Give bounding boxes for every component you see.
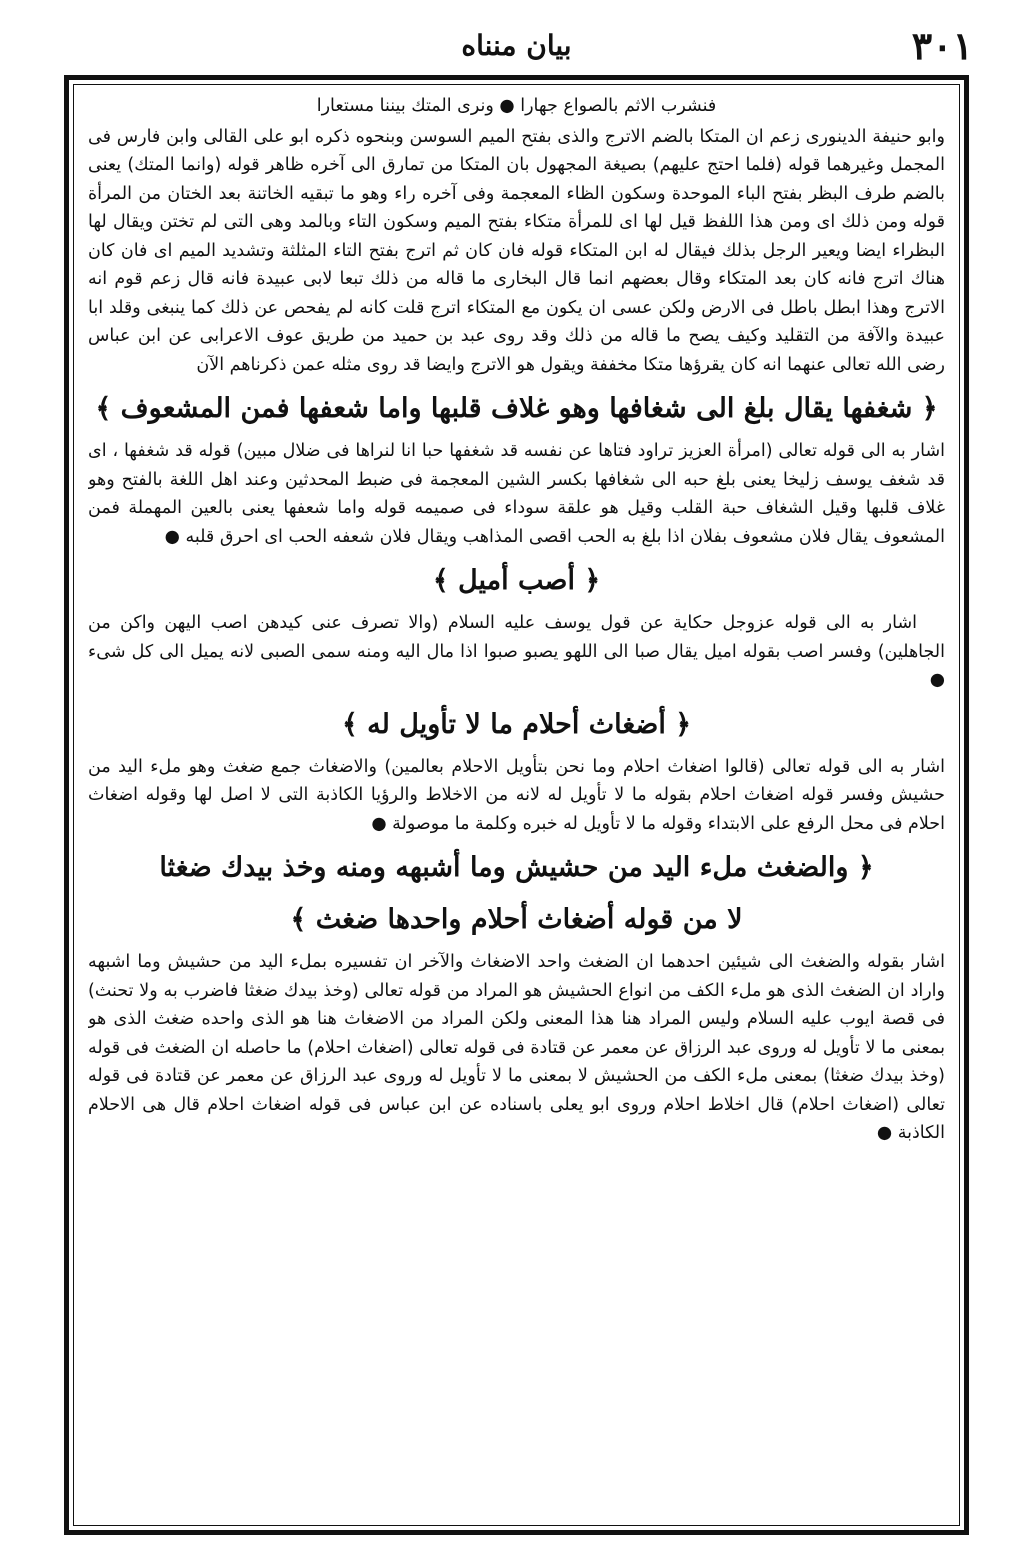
running-title: بيان منناه (461, 29, 572, 62)
commentary-paragraph: اشار به الى قوله تعالى (امرأة العزيز تراود فتاها عن نفسه قد شغفها حبا انا لنراها فى ضلال مبين) قوله قد شغفها ، اى قد شغف يوسف زليخا يعنى بلغ حبه الى شغافها بكسر الشين المعجمة فى ضبط المحدثين وعند اهل اللغة بالفتح وهو غلاف قلبها وقيل الشغاف حبة القلب وقيل هو علقة سوداء فى صميمه قوله واما شعفها يعنى بالعين المهملة فمن المشعوف يقال فلان مشعوف بفلان اذا بلغ به الحب اقصى المذاهب ويقال فلان شعفه الحب اى احرق قلبه ● (88, 441, 945, 547)
commentary-paragraph: اشار بقوله والضغث الى شيئين احدهما ان الضغث واحد الاضغاث والآخر ان تفسيره بملء اليد من حشيش وما اشبهه واراد ان الضغث الذى هو ملء الكف من انواع الحشيش هو المراد من قوله تعالى (وخذ بيدك ضغثا فاضرب به ولا تحنث) فى قصة ايوب عليه السلام وليس المراد هنا هذا المعنى ولكن المراد من الاضغاث هنا هو الذى واحده ضغث الذى هو بمعنى ما لا تأويل له وروى عبد الرزاق عن معمر عن قتادة فى قوله تعالى (اضغاث احلام) ما حاصله ان الضغث فى قوله (وخذ بيدك ضغثا) بمعنى ملء الكف من الحشيش لا بمعنى ما لا تأويل له وروى عبد الرزاق عن معمر عن قتادة فى قوله تعالى (اضغاث احلام) قال اخلاط احلام وروى ابو يعلى باسناده عن ابن عباس فى قوله اضغاث احلام قال هى الاحلام الكاذبة ● (88, 952, 945, 1143)
page-content (88, 92, 945, 1512)
section-heading-continued: لا من قوله أضغاث أحلام واحدها ضغث ﴾ (290, 904, 743, 935)
running-head (60, 22, 973, 72)
poetry-verse: فنشرب الاثم بالصواع جهارا ● ونرى المتك بيننا مستعارا (316, 96, 717, 116)
commentary-paragraph: اشار به الى قوله تعالى (قالوا اضغاث احلام وما نحن بتأويل الاحلام بعالمين) والاضغاث جمع ضغث وهو ملء اليد من حشيش وفسر قوله اضغاث احلام بقوله ما لا تأويل له لانه من الاخلاط والرؤيا الكاذبة التى لا اصل لها وقوله اضغاث احلام فى محل الرفع على الابتداء وقوله ما لا تأويل له خبره وكلمة ما موصولة ● (88, 756, 945, 834)
section-heading: ﴿ والضغث ملء اليد من حشيش وما أشبهه ومنه وخذ بيدك ضغثا (159, 852, 874, 883)
section-heading: ﴿ أصب أميل ﴾ (432, 565, 601, 596)
commentary-paragraph: وابو حنيفة الدينورى زعم ان المتكا بالضم الاترج والذى بفتح الميم السوسن وبنحوه ذكره ابو على القالى وابن فارس فى المجمل وغيرهما قوله (فلما احتج عليهم) بصيغة المجهول بان المتكا من تمارق الى آخره ظاهر قوله (وانما المتك) يعنى بالضم طرف البظر بفتح الباء الموحدة وسكون الظاء المعجمة وفى آخره راء وهو ما تبقيه الخاتنة بعد الختان من المرأة قوله ومن ذلك اى ومن هذا اللفظ قيل لها اى للمرأة متكاء بفتح الميم وسكون التاء وبالمد وهى التى لم تختن ويقال لها البظراء ايضا ويعير الرجل بذلك فيقال له ابن المتكاء قوله فان كان ثم اترج بفتح التاء المثلثة وتشديد الميم اى فان كان هناك اترج فانه كان بعد المتكاء وقال بعضهم انما قال البخارى ما قاله من ذلك تبعا لابى عبيدة فانه قال زعم قوم انه الاترج وهذا ابطل باطل فى الارض ولكن عسى ان يكون مع المتكاء اترج قلت كانه لم يفحص عن ذلك كما ينبغى وقلد ابا عبيدة والآفة من التقليد وكيف يصح ما قاله من ذلك وقد روى عبد بن حميد من طريق عوف الاعرابى عن ابن عباس رضى الله تعالى عنهما انه كان يقرؤها متكا مخففة ويقول هو الاترج وايضا قد روى مثله عمن ذكرناهم الآن (88, 126, 945, 375)
page-number: ٣٠١ (911, 23, 973, 68)
section-heading: ﴿ أضغاث أحلام ما لا تأويل له ﴾ (341, 708, 692, 740)
commentary-paragraph: اشار به الى قوله عزوجل حكاية عن قول يوسف عليه السلام (والا تصرف عنى كيدهن اصب اليهن واكن من الجاهلين) وفسر اصب بقوله اميل يقال صبا الى اللهو يصبو صبوا اذا مال اليه ومنه سمى الصبى لانه يميل الى كل شىء ● (88, 613, 945, 690)
section-heading: ﴿ شغفها يقال بلغ الى شغافها وهو غلاف قلبها واما شعفها فمن المشعوف ﴾ (95, 393, 938, 424)
